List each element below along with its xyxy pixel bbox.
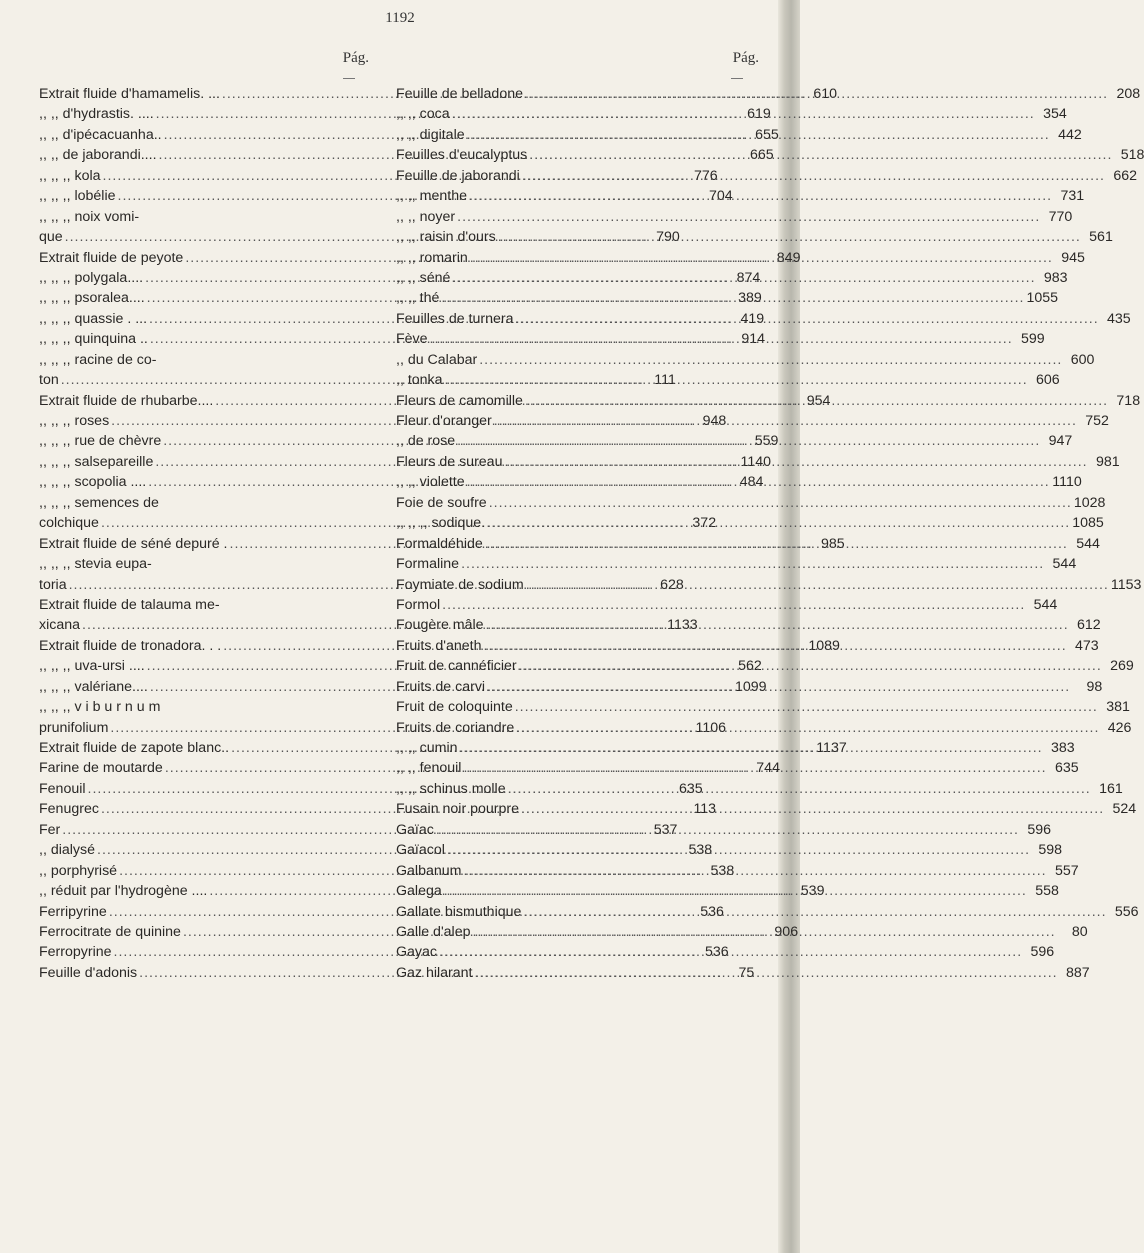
dot-leader [452,104,1035,124]
index-entry-page: 442 [1058,126,1082,143]
dot-leader [487,677,1070,697]
index-entry [396,554,1077,574]
index-entry-page: 381 [1106,699,1130,716]
index-entry-term: Extrait fluide d'hamamelis. ... [39,86,220,102]
index-entry [396,615,1101,635]
index-entry-term: ,, ,, ,, rue de chèvre [39,433,162,450]
dot-leader [521,799,1104,819]
index-entry-page: 985 [820,535,845,552]
index-entry-page: 80 [1071,923,1088,940]
index-entry-term: Galbanum [396,862,462,879]
index-entry-page: 539 [800,883,825,900]
index-entry-page: 113 [693,801,717,818]
index-entry-term: ,, ,, ,, quinquina .. [39,331,148,348]
index-entry-term: Formol [396,596,441,613]
index-entry-page: 628 [660,576,684,593]
index-entry-page: 1140 [740,453,771,470]
index-entry-term: ,, ,, ,, semences de [39,494,159,511]
index-entry-page: 600 [1070,351,1095,368]
index-entry-page: 544 [1052,556,1077,573]
index-entry [396,493,1106,513]
dot-leader [504,452,1087,472]
index-entry-page: 544 [1033,596,1058,613]
index-entry-term: ,, ,, d'hydrastis. .... [39,106,154,123]
index-entry-term: ,, ,, ,, lobélie [39,188,116,205]
index-entry-term: ,, ,, raisin d'ours [396,229,496,246]
index-entry-page: 752 [1085,413,1109,429]
index-entry-term: ,, ,, schinus molle [396,780,506,797]
index-entry-page: 111 [654,372,676,389]
index-entry-page: 538 [710,862,735,879]
index-entry [396,207,1073,227]
dot-leader [515,697,1098,717]
index-entry-page: 98 [1086,678,1103,695]
column-header-rule-left [343,78,355,79]
index-entry-page: 1110 [1052,474,1082,491]
index-entry-page: 1028 [1073,494,1106,511]
index-entry-page: 557 [1054,862,1079,879]
index-entry-page: 537 [653,821,678,838]
index-entry-term: ,, ,, ,, sodique. [396,515,486,532]
dot-leader [479,350,1062,370]
index-entry-term: ,, ,, digitale [396,126,465,143]
index-entry-term: Fougère mâle [396,617,484,634]
index-entry-term: Fruit de cannéficier [396,658,517,675]
index-entry-term: Extrait fluide de zapote blanc.. [39,740,230,756]
index-entry-term: Fruit de coloquinte [396,699,513,716]
index-entry-term: ,, porphyrisé [39,862,118,879]
index-entry [396,820,1051,840]
dot-leader [516,718,1099,738]
index-entry [396,227,1113,247]
index-entry-term: que [39,229,63,246]
index-entry-term: ,, réduit par l'hydrogène .... [39,883,208,900]
index-entry-term: ,, ,, ,, salsepareille [39,453,154,470]
dot-leader [430,329,1013,349]
index-entry-term: ,, ,, violette [396,474,465,491]
dot-leader [522,166,1105,186]
index-entry-term: Extrait fluide de rhubarbe.... [39,392,214,409]
index-entry-page: 562 [738,658,762,675]
dot-leader [457,207,1040,227]
page-number: 1192 [385,10,415,26]
index-entry-page: 1133 [667,617,698,634]
index-entry-term: Fleurs de sureau [396,453,503,470]
index-entry-term: Gallate bismuthique [396,903,522,920]
index-entry-page: 610 [813,86,838,102]
index-entry-term: Gaïacol [396,842,445,859]
index-entry-term: Fer [39,821,61,838]
dot-leader [525,84,1108,104]
index-entry-page: 269 [1110,658,1134,675]
index-entry-page: 354 [1043,106,1067,123]
index-entry-term: Galle d'alep [396,923,471,940]
index-entry-page: 954 [806,392,831,409]
dot-leader [444,881,1027,901]
index-entry-term: ,, ,, ,, racine de co- [39,351,157,368]
index-entry-page: 389 [738,290,762,307]
dot-leader [467,125,1050,145]
index-entry [396,268,1068,288]
index-entry-term: Feuilles de turnera [396,310,514,327]
index-entry-page: 770 [1048,208,1073,225]
index-entry-term: Feuille de belladone [396,86,523,102]
index-entry [39,493,371,513]
dot-leader [441,288,1024,308]
index-entry-page: 945 [1061,249,1085,266]
index-entry-term: Ferropyrine [39,944,112,961]
index-entry-term: ,, ,, thé [396,290,440,307]
index-entry-term: ,, ,, ,, noix vomi- [39,208,140,225]
index-entry-page: 596 [1027,821,1051,838]
index-entry-page: 556 [1114,903,1139,920]
index-entry-page: 75 [738,964,755,981]
index-entry-page: 887 [1065,964,1090,981]
index-entry [396,840,1063,860]
index-entry-term: ,, ,, coca [396,106,450,123]
index-entry-term: Ferrocitrate de quinine [39,923,181,940]
index-entry [396,677,1103,697]
index-entry-term: ,, dialysé [39,842,95,859]
index-entry-page: 473 [1074,637,1099,654]
index-entry-page: 665 [749,147,774,164]
dot-leader [498,227,1081,247]
dot-leader [439,942,1022,962]
index-entry-term: Feuilles d'eucalyptus [396,147,528,164]
index-entry-term: Extrait fluide de talauma me- [39,596,220,613]
index-entry-page: 906 [774,923,799,940]
dot-leader [519,656,1102,676]
index-entry [396,861,1079,881]
dot-leader [470,248,1053,268]
dot-leader [452,268,1035,288]
index-entry-page: 561 [1089,229,1113,246]
dot-leader [463,861,1046,881]
index-entry-page: 983 [1043,269,1068,286]
index-entry-page: 1153 [1110,576,1142,593]
index-entry-page: 612 [1077,617,1101,634]
index-entry-term: ,, ,, ,, uva-ursi .... [39,658,145,675]
index-entry [39,554,371,574]
index-entry-term: ,, de rose [396,433,456,450]
index-entry-term: Fruits de carvi [396,678,486,695]
index-entry-term: ,, ,, fenouil [396,760,462,777]
index-entry-term: colchique [39,515,99,532]
index-entry-page: 484 [739,474,764,491]
index-entry-term: Extrait fluide de peyote [39,249,184,266]
index-entry [396,963,1090,983]
index-entry [396,902,1139,922]
index-entry [396,942,1055,962]
dot-leader [460,738,1043,758]
index-entry-page: 790 [656,229,680,246]
index-entry-term: ,, ,, séné [396,269,451,286]
index-entry-page: 635 [1054,760,1079,777]
column-header-rule-right [731,78,743,79]
dot-leader [494,411,1077,431]
index-entry-page: 372 [692,515,717,532]
column-header-right: Pág. [732,50,759,66]
dot-leader [484,636,1067,656]
dot-leader [529,145,1112,165]
index-entry-term: ton [39,372,59,389]
index-entry-term: ,, ,, ,, scopolia .... [39,474,147,491]
index-entry-page: 1089 [808,637,840,654]
index-entry-term: ,, ,, d'ipécacuanha.. [39,126,162,143]
index-entry-page: 538 [688,842,713,859]
column-header-left: Pág. [342,50,369,66]
index-entry-term: Foymiate de sodium [396,576,524,593]
index-entry-page: 1099 [734,678,767,695]
index-entry-page: 1137 [816,740,847,756]
index-entry [396,513,1104,533]
dot-leader [523,902,1106,922]
dot-leader [463,758,1046,778]
index-entry-term: toria [39,576,67,593]
index-entry-term: Fève [396,331,428,348]
dot-leader [467,472,1050,492]
dot-leader [526,575,1109,595]
dot-leader [447,840,1030,860]
index-entry-page: 1085 [1072,515,1104,532]
index-entry-page: 536 [705,944,729,961]
index-entry-page: 559 [754,433,779,450]
index-entry-term: ,, ,, cumin [396,740,458,756]
dot-leader [445,370,1028,390]
dot-leader [472,922,1055,942]
index-entry-term: ,, ,, ,, roses [39,413,110,429]
index-entry-page: 536 [700,903,724,920]
dot-leader [442,595,1025,615]
index-entry-page: 655 [755,126,779,143]
index-entry-page: 731 [1060,188,1085,205]
dot-leader [486,615,1069,635]
index-entry-term: Fenugrec [39,801,99,818]
index-entry-term: Galega [396,883,442,900]
index-entry-term: Extrait fluide de tronadora. . . [39,637,222,654]
index-entry [396,656,1134,676]
index-entry-term: Gayac [396,944,438,961]
index-entry-term: Feuille d'adonis [39,964,138,981]
index-entry-term: ,, ,, noyer [396,208,456,225]
index-entry-page: 518 [1120,147,1144,164]
index-entry-term: Gaz hilarant [396,964,473,981]
dot-leader [457,431,1040,451]
index-entry [396,718,1132,738]
index-entry-page: 947 [1048,433,1073,450]
index-entry [39,595,371,615]
index-entry [396,779,1123,799]
index-entry-term: ,, tonka [396,372,443,389]
index-entry-page: 596 [1030,944,1055,961]
dot-leader [487,513,1070,533]
index-entry-term: Fusain noir pourpre [396,801,520,818]
index-entry-term: prunifolium [39,719,109,736]
dot-leader [485,534,1068,554]
index-entry-term: Fleurs de camomille [396,392,523,409]
index-entry-page: 558 [1035,883,1059,900]
index-entry-term: Gaïac [396,821,434,838]
index-entry-page: 981 [1095,453,1120,470]
dot-leader [475,963,1058,983]
index-entry-term: ,, ,, ,, v i b u r n u m [39,699,161,716]
index-entry [396,595,1058,615]
index-entry-term: ,, ,, ,, psoralea.... [39,290,145,307]
index-entry-page: 704 [708,188,733,205]
index-entry-page: 544 [1076,535,1100,552]
dot-leader [436,820,1019,840]
index-entry-term: Fruits d'aneth [396,637,482,654]
index-entry [396,799,1137,819]
index-entry-page: 874 [736,269,761,286]
index-entry-page: 426 [1107,719,1132,736]
index-entry-page: 435 [1106,310,1131,327]
index-entry-page: 718 [1116,392,1141,409]
index-entry-page: 776 [693,167,718,184]
index-entry [396,575,1142,595]
index-entry-page: 948 [702,413,727,429]
index-entry-page: 619 [747,106,771,123]
index-entry-term: ,, ,, ,, valériane.... [39,678,148,695]
index-entry [396,697,1130,717]
index-entry-term: Fenouil [39,780,86,797]
index-entry [39,350,371,370]
index-entry-page: 849 [776,249,801,266]
index-entry-term: xicana [39,617,81,634]
index-entry-page: 419 [740,310,765,327]
index-entry-page: 383 [1050,740,1075,756]
index-entry-term: ,, ,, de jaborandi.... [39,147,157,164]
index-entry-term: ,, ,, ,, kola [39,167,101,184]
index-entry [39,207,371,227]
dot-leader [525,391,1108,411]
index-entry-term: ,, ,, menthe [396,188,467,205]
index-entry-term: Formaline [396,556,460,573]
index-entry-term: ,, ,, ,, quassie . ... [39,310,148,327]
index-entry [396,186,1085,206]
index-entry-term: ,, ,, romarin [396,249,468,266]
index-entry-term: Fleur d'oranger [396,413,492,429]
dot-leader [489,493,1072,513]
index-entry-term: Farine de moutarde [39,760,163,777]
index-entry [396,350,1095,370]
index-entry-term: ,, ,, ,, stevia eupa- [39,556,152,573]
index-entry-term: Fruits de coriandre [396,719,515,736]
index-entry-page: 662 [1113,167,1137,184]
index-entry-page: 1055 [1026,290,1059,307]
dot-leader [508,779,1091,799]
index-entry-page: 599 [1021,331,1045,348]
index-entry [396,288,1059,308]
dot-leader [516,309,1099,329]
index-entry-page: 598 [1038,842,1063,859]
index-entry-page: 744 [756,760,780,777]
index-entry-term: ,, du Calabar [396,351,478,368]
index-entry [396,370,1060,390]
index-entry-term: Extrait fluide de séné depuré . [39,535,228,552]
index-entry-term: Feuille de jaborandi [396,167,520,184]
dot-leader [461,554,1044,574]
index-entry-term: Ferripyrine [39,903,107,920]
index-entry-page: 1106 [695,719,727,736]
index-entry [396,411,1109,431]
index-entry [39,697,371,717]
index-entry-page: 161 [1099,780,1123,797]
index-entry-page: 208 [1116,86,1141,102]
index-entry-term: ,, ,, ,, polygala.... [39,269,144,286]
index-entry-term: Foie de soufre [396,494,487,511]
index-entry-page: 635 [679,780,703,797]
index-entry [396,166,1137,186]
index-entry-page: 606 [1036,372,1060,389]
index-entry-page: 524 [1112,801,1137,818]
dot-leader [469,186,1052,206]
index-entry-term: Formaldéhide [396,535,483,552]
index-entry-page: 914 [741,331,765,348]
